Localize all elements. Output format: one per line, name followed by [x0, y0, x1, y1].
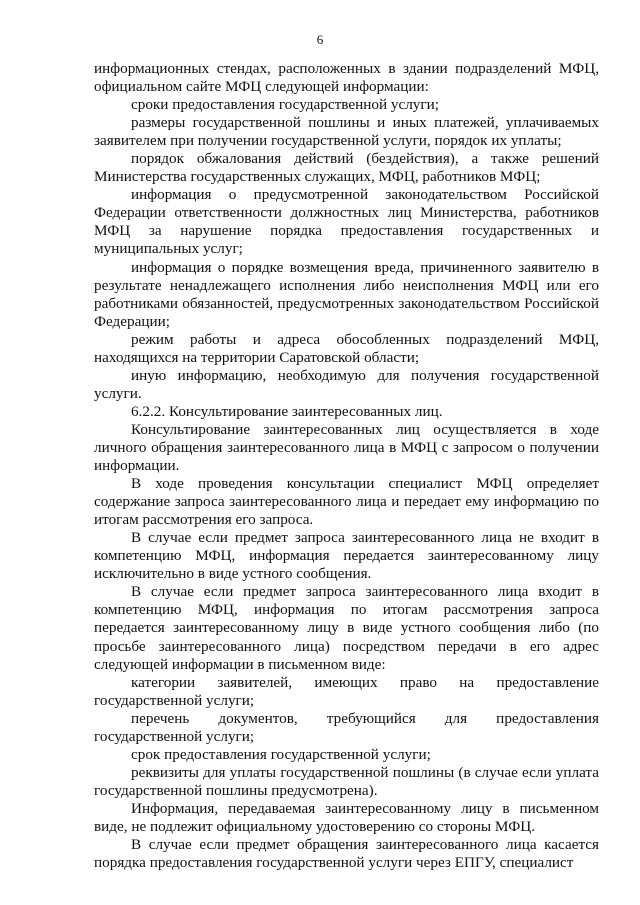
list-item-applicant-categories: категории заявителей, имеющих право на предоставление государственной услуги;	[94, 673, 599, 709]
paragraph-epgu: В случае если предмет обращения заинтересованного лица касается порядка предоставления государственной услуги через ЕПГУ, специалист	[94, 836, 599, 872]
paragraph-outside-competence: В случае если предмет запроса заинтересованного лица не входит в компетенцию МФЦ, информация передается заинтересованному лицу исключительно в виде устного сообщения.	[94, 529, 599, 583]
paragraph-within-competence: В случае если предмет запроса заинтересованного лица входит в компетенцию МФЦ, информация по итогам рассмотрения запроса передается заинтересованному лицу в виде устного сообщения либо (по просьбе заинтересованного лица) посредством передачи в его адрес следующей информации в письменном виде:	[94, 583, 599, 673]
paragraph-consulting: Консультирование заинтересованных лиц осуществляется в ходе личного обращения заинтересованного лица в МФЦ с запросом о получении информации.	[94, 420, 599, 475]
list-item-working-hours: режим работы и адреса обособленных подразделений МФЦ, находящихся на территории Саратовской области;	[94, 330, 599, 366]
list-item-deadlines: сроки предоставления государственной услуги;	[131, 96, 439, 114]
list-item-other-info: иную информацию, необходимую для получения государственной услуги.	[94, 366, 599, 402]
list-item-damage-compensation: информация о порядке возмещения вреда, причиненного заявителю в результате ненадлежащего исполнения либо неисполнения МФЦ или его работниками обязанностей, предусмотренных законодательством Российской Федерации;	[94, 258, 599, 330]
list-item-document-list: перечень документов, требующийся для предоставления государственной услуги;	[94, 709, 599, 745]
list-item-fees: размеры государственной пошлины и иных платежей, уплачиваемых заявителем при получении государственной услуги, порядок их уплаты;	[94, 114, 599, 150]
list-item-liability: информация о предусмотренной законодательством Российской Федерации ответственности должностных лиц Министерства, работников МФЦ за нарушение порядка предоставления государственных и муниципальных услуг;	[94, 186, 599, 258]
page-number: 6	[316, 32, 324, 47]
paragraph-consultation-process: В ходе проведения консультации специалист МФЦ определяет содержание запроса заинтересованного лица и передает ему информацию по итогам рассмотрения его запроса.	[94, 475, 599, 529]
section-heading-6-2-2: 6.2.2. Консультирование заинтересованных лиц.	[131, 402, 443, 420]
list-item-service-term: срок предоставления государственной услуги;	[131, 745, 431, 763]
document-body	[94, 60, 599, 872]
list-item-appeal-procedure: порядок обжалования действий (бездействия), а также решений Министерства государственных служащих, МФЦ, работников МФЦ;	[94, 150, 599, 186]
paragraph-written-info: Информация, передаваемая заинтересованному лицу в письменном виде, не подлежит официальному удостоверению со стороны МФЦ.	[94, 799, 599, 835]
list-item-payment-details: реквизиты для уплаты государственной пошлины (в случае если уплата государственной пошлины предусмотрена).	[94, 763, 599, 799]
paragraph-info-stands: информационных стендах, расположенных в здании подразделений МФЦ, официальном сайте МФЦ следующей информации:	[94, 60, 599, 96]
